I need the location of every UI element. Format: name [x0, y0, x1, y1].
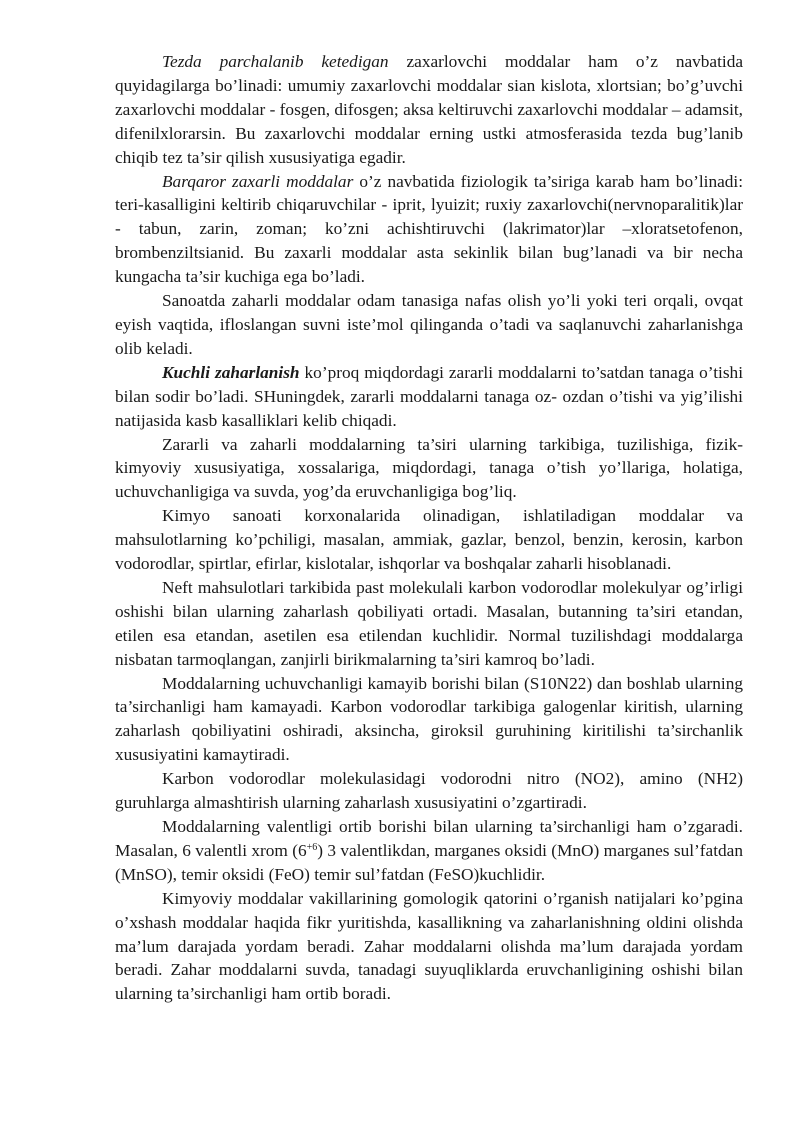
- paragraph-text: zaxarlovchi moddalar ham o’z navbatida quyidagilarga bo’linadi: umumiy zaxarlovchi moddalar sian kislota, xlortsian; bo’g’uvchi zaxarlovchi moddalar - fosgen, difosgen; aksa keltiruvchi zaxarlovchi moddalar – adamsit, difenilxlorarsin. Bu zaxarlovchi moddalar erning ustki atmosferasida tezda bug’lanib chiqib tez ta’sir qilish xususiyatiga egadir.: [115, 52, 743, 167]
- paragraph-text: Karbon vodorodlar molekulasidagi vodorodni nitro (NO2), amino (NH2) guruhlarga almashtirish ularning zaharlash xususiyatini o’zgartiradi.: [115, 769, 743, 813]
- paragraph-factors: [115, 433, 743, 505]
- italic-term: Tezda parchalanib ketedigan: [162, 52, 389, 71]
- paragraph-fast-decomposing-agents: [115, 50, 743, 170]
- paragraph-text: Moddalarning valentligi ortib borishi bilan ularning ta’sirchanligi ham o’zgaradi. Masalan, 6 valentli xrom (6: [115, 817, 743, 860]
- paragraph-text: Sanoatda zaharli moddalar odam tanasiga nafas olish yo’li yoki teri orqali, ovqat eyish vaqtida, ifloslangan suvni iste’mol qilinganda o’tadi va saqlanuvchi zaharlanishga olib keladi.: [115, 291, 743, 358]
- paragraph-homologous-series: [115, 887, 743, 1007]
- paragraph-text: ) 3 valentlikdan, marganes oksidi (MnO) marganes sul’fatdan (MnSO), temir oksidi (FeO) temir sul’fatdan (FeSO)kuchlidir.: [115, 840, 743, 884]
- superscript-charge: +6: [306, 841, 318, 853]
- paragraph-persistent-agents: [115, 170, 743, 290]
- italic-term: Barqaror zaxarli moddalar: [162, 171, 354, 191]
- paragraph-text: o’z navbatida fiziologik ta’siriga karab ham bo’linadi: teri-kasalligini keltirib chiqaruvchilar - iprit, lyuizit; ruxiy zaxarlovchi(nervnoparalitik)lar - tabun, zarin, zoman; ko’zni achishtiruvchi (lakrimator)lar –xloratsetofenon, brombenziltsianid. Bu zaxarli moddalar asta sekinlik bilan bug’lanadi va bir necha kungacha ta’sir kuchiga ega bo’ladi.: [115, 171, 743, 287]
- paragraph-substitution: [115, 767, 743, 815]
- document-page: [115, 50, 743, 1006]
- paragraph-text: Kimyoviy moddalar vakillarining gomologik qatorini o’rganish natijalari ko’pgina o’xshash moddalar haqida fikr yuritishda, kasallikning va zaharlanishning oldini olishda ma’lum darajada yordam beradi. Zahar moddalarni olishda ma’lum darajada yordam beradi. Zahar moddalarni suvda, tanadagi suyuqliklarda eruvchanligining oshishi bilan ularning ta’sirchanligi ham ortib boradi.: [115, 888, 743, 1004]
- paragraph-petroleum-products: [115, 576, 743, 672]
- paragraph-industrial-exposure: [115, 289, 743, 361]
- paragraph-chemical-industry: [115, 504, 743, 576]
- paragraph-text: Neft mahsulotlari tarkibida past molekulali karbon vodorodlar molekulyar og’irligi oshishi bilan ularning zaharlash qobiliyati ortadi. Masalan, butanning ta’siri etandan, etilen esa etandan, asetilen esa etilendan kuchlidir. Normal tuzilishdagi moddalarga nisbatan tarmoqlangan, zanjirli birikmalarning ta’siri kamroq bo’ladi.: [115, 577, 743, 669]
- paragraph-text: ko’proq miqdordagi zararli moddalarni to’satdan tanaga o’tishi bilan sodir bo’ladi. SHuningdek, zararli moddalarni tanaga oz- ozdan o’tishi va yig’ilishi natijasida kasb kasalliklari kelib chiqadi.: [115, 362, 743, 430]
- paragraph-volatility: [115, 672, 743, 768]
- paragraph-text: Kimyo sanoati korxonalarida olinadigan, ishlatiladigan moddalar va mahsulotlarning ko’pchiligi, masalan, ammiak, gazlar, benzol, benzin, kerosin, karbon vodorodlar, spirtlar, efirlar, kislotalar, ishqorlar va boshqalar zaharli hisoblanadi.: [115, 506, 743, 574]
- bold-italic-term: Kuchli zaharlanish: [162, 362, 300, 382]
- paragraph-acute-poisoning: [115, 361, 743, 433]
- paragraph-valence: [115, 815, 743, 887]
- paragraph-text: Moddalarning uchuvchanligi kamayib borishi bilan (S10N22) dan boshlab ularning ta’sirchanligi ham kamayadi. Karbon vodorodlar tarkibiga galogenlar kiritish, ularning zaharlash qobiliyatini oshiradi, aksincha, giroksil guruhining kiritilishi ta’sirchanlik xususiyatini kamaytiradi.: [115, 673, 743, 765]
- paragraph-text: Zararli va zaharli moddalarning ta’siri ularning tarkibiga, tuzilishiga, fizik-kimyoviy xususiyatiga, xossalariga, miqdordagi, tanaga o’tish yo’llariga, holatiga, uchuvchanligiga va suvda, yog’da eruvchanligiga bog’liq.: [115, 434, 743, 502]
